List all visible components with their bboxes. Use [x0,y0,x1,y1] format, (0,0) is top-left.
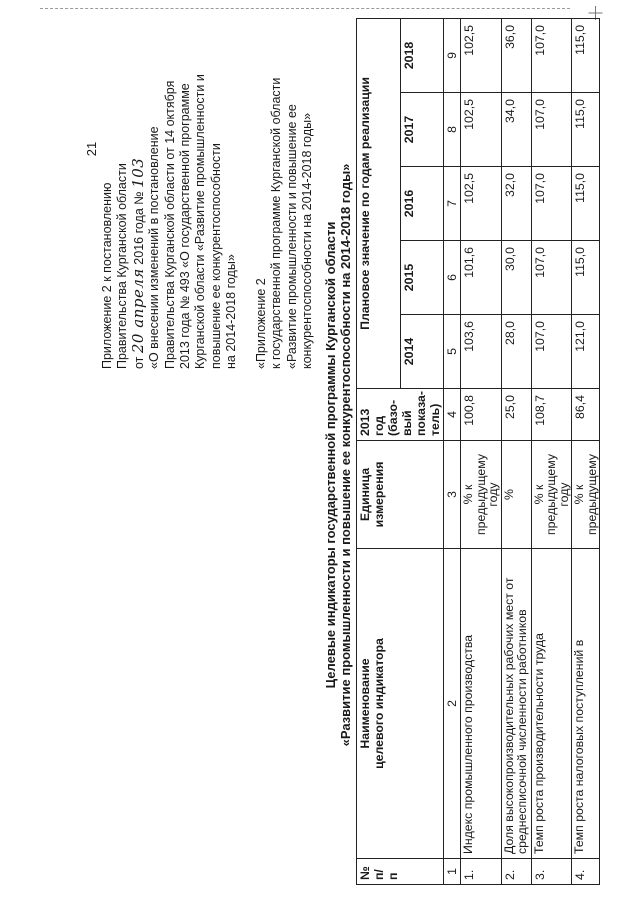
row-indicator-name: Индекс промышленного производства [461,549,502,859]
row-value-2015: 107,0 [531,241,572,315]
table-row [572,18,600,884]
row-num: 4. [572,859,600,885]
row-value-2016: 102,5 [461,167,502,241]
row-indicator-name: Темп роста налоговых поступлений в [572,549,600,859]
column-index: 4 [444,389,461,441]
col-header-year: 2018 [400,18,444,92]
appendix-header [100,39,240,369]
program-reference [254,39,316,369]
row-value-2017: 34,0 [501,93,531,167]
column-index: 3 [444,441,461,549]
col-header-num: № п/п [357,859,444,885]
column-index: 7 [444,167,461,241]
date-year: 2016 года № [131,191,146,265]
appendix-date-line [128,39,147,369]
row-value-2018: 102,5 [461,18,502,92]
row-value-2018: 107,0 [531,18,572,92]
reference-line: «Приложение 2 [254,278,268,369]
row-value-2016: 107,0 [531,167,572,241]
row-unit: % к предыдущему году [461,441,502,549]
row-indicator-name: Темп роста производительности труда [531,549,572,859]
row-value-2017: 102,5 [461,93,502,167]
appendix-line: Курганской области «Развитие промышленности и [193,74,208,369]
column-index: 9 [444,18,461,92]
appendix-line: 2013 года № 493 «О государственной программе [178,83,193,369]
row-base-value: 100,8 [461,389,502,441]
appendix-line: Правительства Курганской области [115,163,130,369]
col-header-unit: Единица измерения [357,441,444,549]
appendix-line: Приложение 2 к постановлению [100,182,114,369]
column-index: 6 [444,241,461,315]
title-line: «Развитие промышленности и повышение ее конкурентоспособности на 2014-2018 годы» [338,163,353,747]
appendix-line: Правительства Курганской области от 14 октября [162,80,177,369]
column-index-row [444,18,461,884]
row-value-2015: 115,0 [572,241,600,315]
table-row [531,18,572,884]
row-value-2014: 28,0 [501,315,531,389]
row-value-2014: 103,6 [461,315,502,389]
col-header-year: 2014 [400,315,444,389]
row-num: 1. [461,859,502,885]
row-value-2017: 107,0 [531,93,572,167]
row-value-2014: 121,0 [572,315,600,389]
row-value-2016: 115,0 [572,167,600,241]
column-index: 1 [444,859,461,885]
col-header-year: 2017 [400,93,444,167]
row-value-2018: 115,0 [572,18,600,92]
row-value-2017: 115,0 [572,93,600,167]
row-num: 3. [531,859,572,885]
row-num: 2. [501,859,531,885]
handwritten-date: 20 апреля [128,268,147,354]
column-index: 2 [444,549,461,859]
row-indicator-name: Доля высокопроизводительных рабочих мест от среднесписочной численности работников [501,549,531,859]
row-value-2015: 101,6 [461,241,502,315]
appendix-line: повышение ее конкурентоспособности [208,143,223,369]
row-value-2018: 36,0 [501,18,531,92]
row-value-2016: 32,0 [501,167,531,241]
table-row [501,18,531,884]
header-row [357,18,401,884]
indicators-table [356,18,600,885]
col-header-plan: Плановое значение по годам реализации [357,18,401,388]
column-index: 8 [444,93,461,167]
handwritten-doc-number: 103 [128,157,147,188]
col-header-year: 2016 [400,167,444,241]
row-base-value: 108,7 [531,389,572,441]
reference-line: конкурентоспособности на 2014-2018 годы» [300,112,315,369]
row-base-value: 25,0 [501,389,531,441]
row-value-2014: 107,0 [531,315,572,389]
date-prefix: от [131,356,146,369]
col-header-name: Наименование целевого индикатора [357,549,444,859]
col-header-base-year: 2013 год (базо- вый показа- тель) [357,389,444,441]
row-unit: % [501,441,531,549]
appendix-line: на 2014-2018 годы» [224,254,239,369]
row-base-value: 86,4 [572,389,600,441]
appendix-line: «О внесении изменений в постановление [147,126,162,369]
column-index: 5 [444,315,461,389]
row-value-2015: 30,0 [501,241,531,315]
row-unit: % к предыдущему году [531,441,572,549]
table-title [323,105,353,805]
row-unit: % к предыдущему [572,441,600,549]
col-header-year: 2015 [400,241,444,315]
title-line: Целевые индикаторы государственной программы Курганской области [323,221,338,689]
page-number: 21 [84,141,99,157]
reference-line: «Развитие промышленности и повышение ее [284,104,299,369]
reference-line: к государственной программе Курганской области [269,77,284,369]
table-row [461,18,502,884]
